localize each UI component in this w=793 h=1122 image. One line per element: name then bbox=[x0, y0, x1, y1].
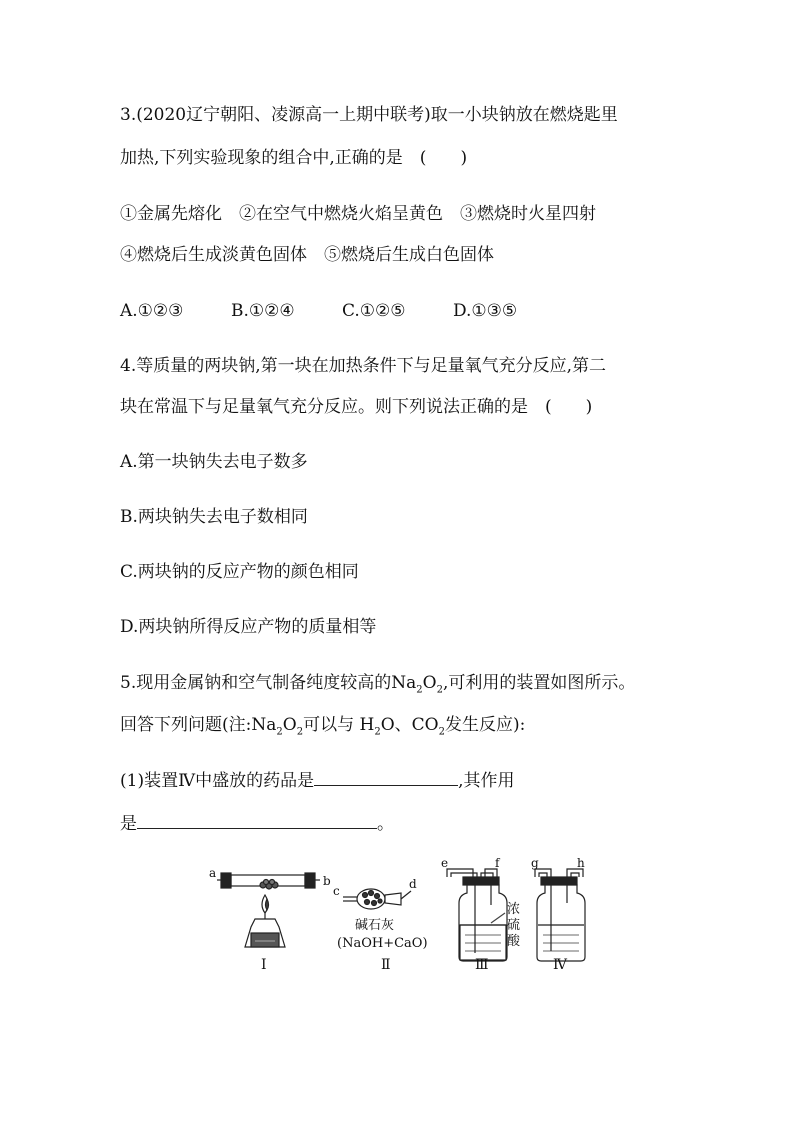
q4-option-b[interactable]: B.两块钠失去电子数相同 bbox=[120, 507, 308, 527]
soda-lime-label: 碱石灰 bbox=[355, 918, 395, 933]
alcohol-lamp bbox=[245, 895, 285, 947]
port-label-d: d bbox=[409, 877, 417, 891]
conc-sulfuric-acid-label-2: 硫 bbox=[507, 918, 521, 933]
answer-blank-1[interactable] bbox=[314, 767, 458, 786]
port-label-b: b bbox=[323, 874, 331, 888]
apparatus-label-1: Ⅰ bbox=[261, 957, 267, 973]
conc-sulfuric-acid-label-1: 浓 bbox=[507, 902, 521, 917]
q3-option-d[interactable]: D.①③⑤ bbox=[453, 301, 518, 321]
q3-option-c[interactable]: C.①②⑤ bbox=[342, 301, 406, 321]
answer-blank-2[interactable] bbox=[137, 810, 377, 829]
soda-lime-formula: (NaOH+CaO) bbox=[337, 936, 428, 951]
q5-stem-line1: 5.现用金属钠和空气制备纯度较高的$Na_2O_2$,可利用的装置如图所示。 bbox=[120, 673, 636, 696]
port-label-e: e bbox=[441, 856, 449, 870]
apparatus-4-wash-bottle bbox=[535, 869, 585, 961]
q4-option-a[interactable]: A.第一块钠失去电子数多 bbox=[120, 452, 308, 472]
conc-sulfuric-acid-label-3: 酸 bbox=[507, 934, 521, 949]
port-label-f: f bbox=[495, 856, 500, 870]
apparatus-label-3: Ⅲ bbox=[475, 957, 489, 973]
q5-stem-line2: 回答下列问题(注$:Na_2O_2$可以与 $H_2O$、$CO_2$发生反应): bbox=[120, 715, 526, 738]
port-label-h: h bbox=[577, 856, 585, 870]
apparatus-label-2: Ⅱ bbox=[381, 957, 391, 973]
q3-stem-line2: 加热,下列实验现象的组合中,正确的是 ( ) bbox=[120, 148, 468, 168]
apparatus-1-tube bbox=[217, 873, 320, 889]
q4-option-d[interactable]: D.两块钠所得反应产物的质量相等 bbox=[120, 617, 377, 637]
q5-sub1-line1: (1)装置Ⅳ中盛放的药品是 ,其作用 bbox=[120, 767, 514, 792]
q4-stem-line1: 4.等质量的两块钠,第一块在加热条件下与足量氧气充分反应,第二 bbox=[120, 356, 607, 376]
q3-items-line2: ④燃烧后生成淡黄色固体 ⑤燃烧后生成白色固体 bbox=[120, 245, 494, 265]
apparatus-3-wash-bottle bbox=[447, 869, 507, 961]
port-label-c: c bbox=[333, 884, 340, 898]
port-label-a: a bbox=[209, 866, 217, 880]
port-label-g: g bbox=[531, 856, 539, 870]
q3-stem-line1: 3.(2020辽宁朝阳、凌源高一上期中联考)取一小块钠放在燃烧匙里 bbox=[120, 105, 618, 125]
apparatus-2-drying-tube bbox=[343, 889, 411, 909]
q3-options bbox=[120, 300, 517, 322]
q4-option-c[interactable]: C.两块钠的反应产物的颜色相同 bbox=[120, 562, 359, 582]
q3-option-a[interactable]: A.①②③ bbox=[120, 301, 184, 321]
q5-sub1-line2: 是 。 bbox=[120, 810, 394, 835]
q3-option-b[interactable]: B.①②④ bbox=[231, 301, 295, 321]
apparatus-label-4: Ⅳ bbox=[553, 957, 567, 973]
q4-stem-line2: 块在常温下与足量氧气充分反应。则下列说法正确的是 ( ) bbox=[120, 397, 593, 417]
q3-items-line1: ①金属先熔化 ②在空气中燃烧火焰呈黄色 ③燃烧时火星四射 bbox=[120, 204, 596, 224]
apparatus-figure bbox=[205, 855, 595, 975]
